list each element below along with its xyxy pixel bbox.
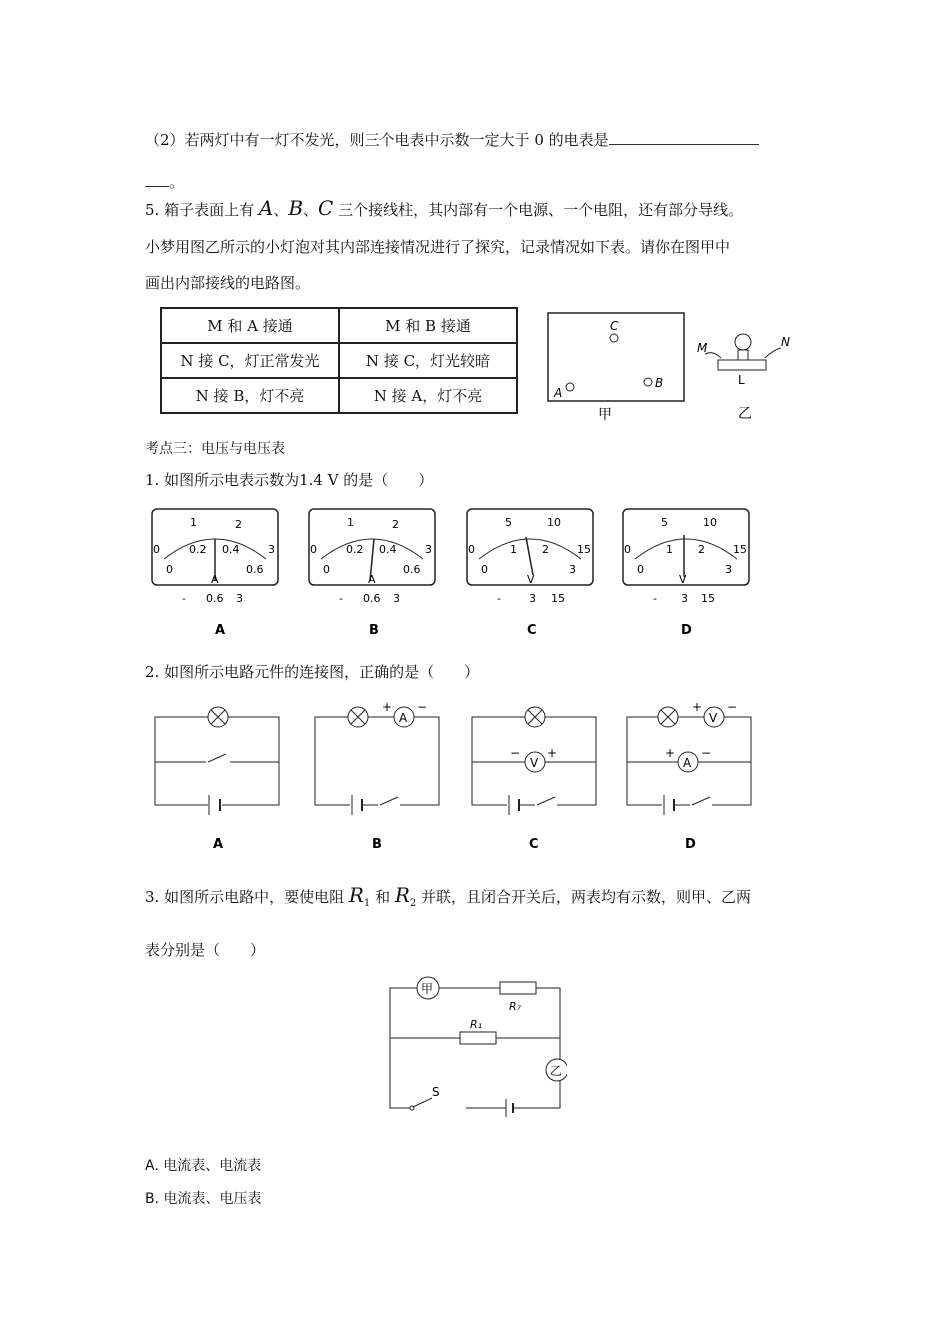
bottom-tick: 0.2: [346, 543, 364, 556]
meter-unit: V: [527, 573, 535, 586]
top-tick: 5: [661, 516, 668, 529]
q3-and: 和: [370, 888, 395, 906]
terminal-label: 3: [681, 592, 688, 605]
switch-icon: [208, 754, 226, 762]
terminal-b-letter: B: [288, 196, 304, 220]
q2-part-text: [145, 128, 759, 150]
table-cell: M 和 B 接通: [339, 308, 517, 343]
table-cell: N 接 B，灯不亮: [161, 378, 339, 413]
table-cell: N 接 A，灯不亮: [339, 378, 517, 413]
terminal-a: [566, 383, 574, 391]
q5-intro-post: 三个接线柱，其内部有一个电源、一个电阻，还有部分导线。: [333, 201, 744, 219]
q3-stem-line2: 表分别是（ ）: [145, 941, 266, 959]
top-tick: 10: [547, 516, 561, 529]
option-label: A: [215, 623, 226, 637]
terminal-label: 0.6: [206, 592, 224, 605]
minus-sign: −: [727, 700, 738, 714]
q2-part-tail: [145, 170, 184, 192]
terminal-b: [644, 378, 652, 386]
terminal-c: [610, 334, 618, 342]
r2-label: R₇: [509, 1000, 522, 1013]
resistor-r1: [460, 1032, 496, 1044]
top-tick: 0: [310, 543, 317, 556]
wire-left: [705, 353, 721, 358]
plus-sign: +: [665, 746, 676, 760]
resistor-r2: [500, 982, 536, 994]
lamp-base: [718, 360, 766, 370]
plus-sign: +: [547, 746, 558, 760]
terminal-label: 3: [393, 592, 400, 605]
r1-subscript: 1: [363, 898, 371, 909]
r1-letter: R: [348, 883, 364, 907]
top-tick: 1: [190, 516, 197, 529]
option-label: C: [527, 623, 537, 637]
sep: 、: [303, 201, 319, 219]
minus-sign: −: [701, 746, 712, 760]
q3-option-b[interactable]: B. 电流表、电压表: [145, 1191, 262, 1207]
section-title: 考点三：电压与电压表: [145, 441, 285, 457]
terminal-a-letter: A: [258, 196, 274, 220]
option-label: A: [213, 837, 224, 852]
bottom-tick: 0: [323, 563, 330, 576]
option-label: D: [685, 837, 696, 852]
bulb-icon: [735, 334, 751, 350]
top-tick: 3: [425, 543, 432, 556]
voltmeter-letter: V: [530, 756, 539, 770]
q3-stem: [145, 880, 751, 919]
bottom-tick: 1: [666, 543, 673, 556]
circuit-loop: [155, 717, 279, 805]
sep: 、: [273, 201, 289, 219]
top-tick: 15: [733, 543, 747, 556]
terminal-label: 0.6: [363, 592, 381, 605]
bottom-tick: 0.6: [403, 563, 421, 576]
top-tick: 5: [505, 516, 512, 529]
table-row: [161, 378, 517, 413]
q2-part-stem: （2）若两灯中有一灯不发光，则三个电表中示数一定大于 0 的电表是: [145, 131, 609, 149]
q3-stem-pre: 3. 如图所示电路中，要使电阻: [145, 888, 349, 906]
option-label: C: [529, 837, 539, 852]
lamp-yi-diagram: [693, 320, 803, 425]
terminal-c-label: C: [610, 319, 619, 333]
circuit-loop: [315, 717, 439, 805]
bottom-tick: 1: [510, 543, 517, 556]
q3-circuit: [382, 972, 567, 1117]
terminal-label: -: [182, 592, 186, 605]
bulb-socket: [738, 350, 748, 360]
q5-line1: [145, 194, 743, 224]
meter-c: [465, 507, 597, 637]
option-label: B: [372, 837, 382, 852]
lamp-caption: 乙: [738, 406, 752, 422]
lamp-n-label: N: [781, 335, 790, 349]
bottom-tick: 0.2: [189, 543, 207, 556]
meter-d: [621, 507, 753, 637]
answer-blank-continued[interactable]: [145, 170, 169, 187]
top-tick: 0: [153, 543, 160, 556]
terminal-label: 15: [551, 592, 565, 605]
bottom-tick: 0: [637, 563, 644, 576]
q2-stem: 2. 如图所示电路元件的连接图，正确的是（ ）: [145, 663, 480, 681]
switch-label: S: [432, 1085, 440, 1099]
meter-unit: A: [368, 573, 376, 586]
circuit-a: [150, 700, 285, 855]
minus-sign: −: [417, 700, 428, 714]
terminal-label: -: [339, 592, 343, 605]
circuit-loop: [390, 988, 563, 1108]
bottom-tick: 0.6: [246, 563, 264, 576]
meter-unit: A: [211, 573, 219, 586]
table-row: [161, 343, 517, 378]
q3-stem-post: 并联，且闭合开关后，两表均有示数，则甲、乙两: [416, 888, 752, 906]
meter-b: [307, 507, 439, 637]
q5-intro-pre: 5. 箱子表面上有: [145, 201, 259, 219]
table-cell: N 接 C，灯正常发光: [161, 343, 339, 378]
bottom-tick: 0.4: [379, 543, 397, 556]
top-tick: 2: [235, 518, 242, 531]
bottom-tick: 3: [725, 563, 732, 576]
top-tick: 10: [703, 516, 717, 529]
table-row: [161, 308, 517, 343]
terminal-label: 3: [529, 592, 536, 605]
r2-letter: R: [394, 883, 410, 907]
q5-line2: 小梦用图乙所示的小灯泡对其内部连接情况进行了探究，记录情况如下表。请你在图甲中: [145, 238, 731, 256]
box-caption: 甲: [598, 407, 612, 423]
bottom-tick: 2: [542, 543, 549, 556]
top-tick: 1: [347, 516, 354, 529]
meter-a: [150, 507, 282, 637]
r1-label: R₁: [470, 1018, 483, 1031]
bottom-tick: 3: [569, 563, 576, 576]
q5-table: [160, 307, 518, 414]
plus-sign: +: [692, 700, 703, 714]
terminal-b-label: B: [655, 376, 664, 390]
q5-line3: 画出内部接线的电路图。: [145, 274, 311, 292]
terminal-label: 3: [236, 592, 243, 605]
wire-right: [765, 348, 781, 358]
voltmeter-letter: V: [709, 711, 718, 725]
lamp-m-label: M: [697, 341, 708, 355]
terminal-label: -: [653, 592, 657, 605]
ammeter-letter: A: [399, 711, 408, 725]
terminal-a-label: A: [554, 386, 563, 400]
terminal-c-letter: C: [318, 196, 334, 220]
minus-sign: −: [510, 746, 521, 760]
r2-subscript: 2: [409, 898, 417, 909]
terminal-label: -: [497, 592, 501, 605]
option-label: D: [681, 623, 692, 637]
lamp-l-label: L: [738, 373, 745, 387]
top-tick: 2: [392, 518, 399, 531]
top-tick: 15: [577, 543, 591, 556]
circuit-c: [467, 700, 602, 855]
meter-unit: V: [679, 573, 687, 586]
q2-part-period: 。: [169, 173, 185, 191]
top-tick: 3: [268, 543, 275, 556]
plus-sign: +: [382, 700, 393, 714]
bottom-tick: 0.4: [222, 543, 240, 556]
bottom-tick: 0: [166, 563, 173, 576]
terminal-label: 15: [701, 592, 715, 605]
table-cell: N 接 C，灯光较暗: [339, 343, 517, 378]
meter-jia-label: 甲: [421, 982, 434, 996]
top-tick: 0: [624, 543, 631, 556]
meter-yi-label: 乙: [550, 1064, 563, 1078]
answer-blank[interactable]: [609, 128, 759, 145]
ammeter-letter: A: [683, 756, 692, 770]
q1-stem: 1. 如图所示电表示数为1.4 V 的是（ ）: [145, 471, 434, 489]
circuit-b: [310, 700, 445, 855]
q3-option-a[interactable]: A. 电流表、电流表: [145, 1158, 262, 1174]
table-cell: M 和 A 接通: [161, 308, 339, 343]
bottom-tick: 0: [481, 563, 488, 576]
bottom-tick: 2: [698, 543, 705, 556]
box-jia-diagram: [540, 305, 690, 425]
option-label: B: [369, 623, 379, 637]
circuit-d: [622, 700, 757, 855]
top-tick: 0: [468, 543, 475, 556]
